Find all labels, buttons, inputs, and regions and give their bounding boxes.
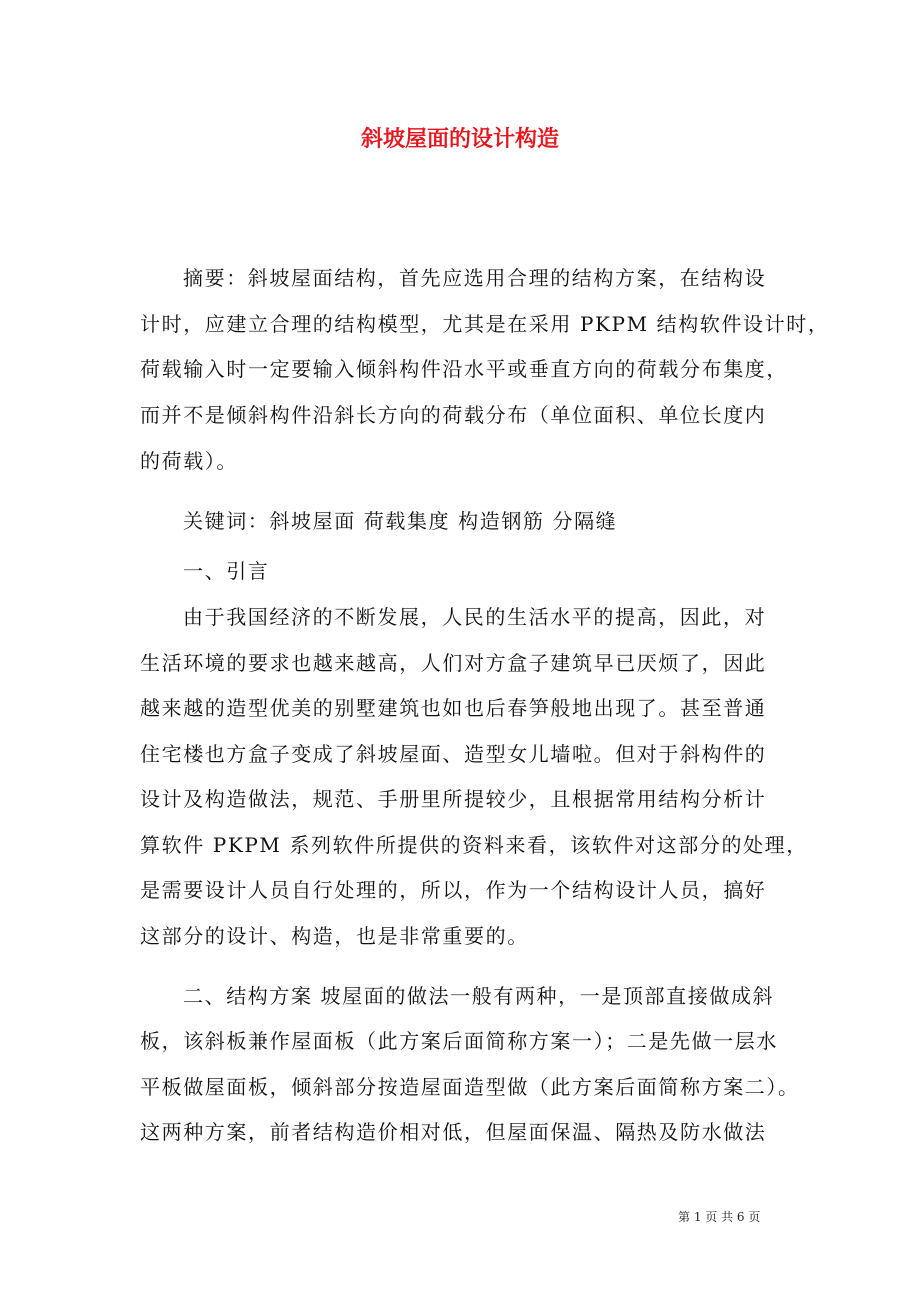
paragraph-line: 这部分的设计、构造，也是非常重要的。 [140, 924, 529, 948]
paragraph-line: 是需要设计人员自行处理的，所以，作为一个结构设计人员，搞好 [140, 878, 767, 902]
paragraph-line: 平板做屋面板，倾斜部分按造屋面造型做（此方案后面简称方案二）。 [140, 1075, 800, 1099]
paragraph-line: 由于我国经济的不断发展，人民的生活水平的提高，因此，对 [183, 605, 767, 629]
abstract-line: 的荷载）。 [140, 449, 238, 473]
paragraph-line: 板，该斜板兼作屋面板（此方案后面简称方案一）；二是先做一层水 [140, 1029, 778, 1053]
paragraph-line: 生活环境的要求也越来越高，人们对方盒子建筑早已厌烦了，因此 [140, 651, 767, 675]
abstract-line: 荷载输入时一定要输入倾斜构件沿水平或垂直方向的荷载分布集度， [140, 357, 788, 381]
paragraph-line: 设计及构造做法，规范、手册里所提较少，且根据常用结构分析计 [140, 787, 767, 811]
abstract-line: 计时，应建立合理的结构模型，尤其是在采用 PKPM 结构软件设计时， [140, 312, 830, 336]
page-title: 斜坡屋面的设计构造 [360, 126, 559, 152]
paragraph-line: 住宅楼也方盒子变成了斜坡屋面、造型女儿墙啦。但对于斜构件的 [140, 742, 767, 766]
section-heading: 一、引言 [183, 559, 270, 583]
paragraph-line: 越来越的造型优美的别墅建筑也如也后春笋般地出现了。甚至普通 [140, 696, 767, 720]
keywords-line: 关键词：斜坡屋面 荷载集度 构造钢筋 分隔缝 [183, 509, 618, 533]
paragraph-line: 算软件 PKPM 系列软件所提供的资料来看，该软件对这部分的处理， [140, 833, 808, 857]
page-number: 第 1 页 共 6 页 [678, 1210, 761, 1224]
abstract-line: 而并不是倾斜构件沿斜长方向的荷载分布（单位面积、单位长度内 [140, 403, 767, 427]
paragraph-line: 二、结构方案 坡屋面的做法一般有两种，一是顶部直接做成斜 [183, 984, 775, 1008]
paragraph-line: 这两种方案，前者结构造价相对低，但屋面保温、隔热及防水做法 [140, 1120, 767, 1144]
abstract-line: 摘要：斜坡屋面结构，首先应选用合理的结构方案，在结构设 [183, 266, 767, 290]
